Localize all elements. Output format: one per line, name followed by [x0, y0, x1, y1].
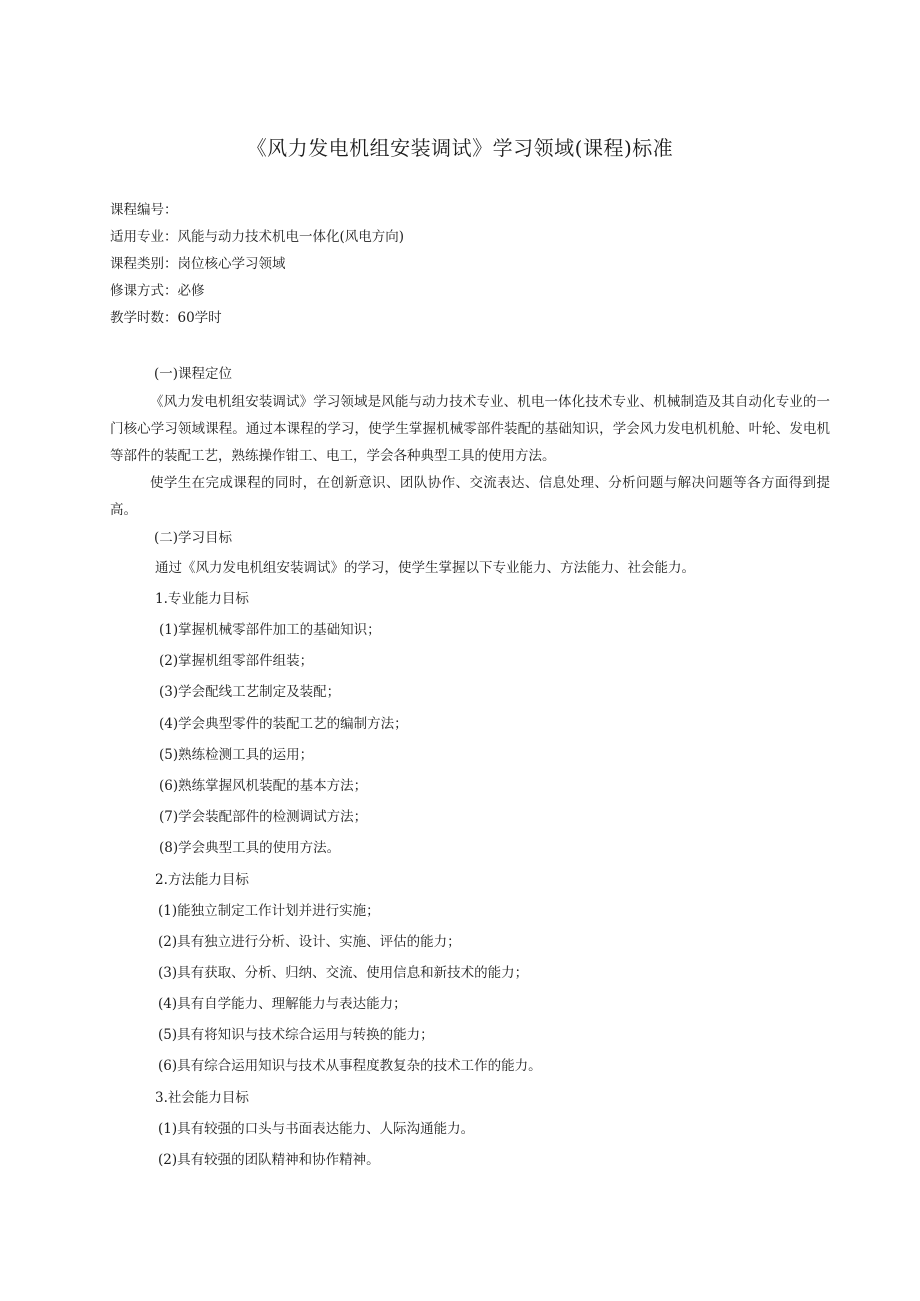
course-category: 课程类别：岗位核心学习领域: [110, 256, 286, 272]
group-title-method: 2.方法能力目标: [155, 871, 249, 888]
list-item: (6)熟练掌握风机装配的基本方法；: [159, 777, 368, 794]
list-item: (1)具有较强的口头与书面表达能力、人际沟通能力。: [158, 1120, 475, 1137]
list-item: (8)学会典型工具的使用方法。: [159, 840, 341, 857]
applicable-major: 适用专业：风能与动力技术机电一体化(风电方向): [110, 229, 405, 245]
teaching-hours: 教学时数：60学时: [110, 310, 222, 326]
list-item: (1)能独立制定工作计划并进行实施；: [158, 902, 380, 919]
list-item: (4)具有自学能力、理解能力与表达能力；: [158, 996, 407, 1013]
course-meta: [110, 197, 404, 332]
course-code: 课程编号：: [110, 202, 178, 218]
paragraph-course-outcome: 使学生在完成课程的同时，在创新意识、团队协作、交流表达、信息处理、分析问题与解决问题等各方面得到提高。: [110, 475, 830, 518]
list-item: (2)掌握机组零部件组装；: [159, 653, 314, 670]
group-title-social: 3.社会能力目标: [155, 1089, 249, 1106]
list-item: (3)学会配线工艺制定及装配；: [159, 684, 341, 701]
document-title: 《风力发电机组安装调试》学习领域(课程)标准: [246, 136, 674, 160]
section-heading-objectives: (二)学习目标: [154, 530, 233, 546]
group-title-professional: 1.专业能力目标: [155, 591, 249, 607]
list-item: (2)具有独立进行分析、设计、实施、评估的能力；: [158, 933, 461, 950]
list-item: (3)具有获取、分析、归纳、交流、使用信息和新技术的能力；: [158, 964, 529, 981]
study-mode: 修课方式：必修: [110, 283, 205, 299]
document-body: [110, 360, 830, 1176]
list-item: (4)学会典型零件的装配工艺的编制方法；: [159, 715, 408, 732]
list-item: (7)学会装配部件的检测调试方法；: [159, 809, 368, 826]
list-item: (5)具有将知识与技术综合运用与转换的能力；: [158, 1027, 434, 1044]
section-heading-positioning: (一)课程定位: [154, 366, 233, 382]
list-item: (6)具有综合运用知识与技术从事程度教复杂的技术工作的能力。: [158, 1058, 542, 1075]
paragraph-course-positioning: 《风力发电机组安装调试》学习领域是风能与动力技术专业、机电一体化技术专业、机械制造及其自动化专业的一门核心学习领域课程。通过本课程的学习，使学生掌握机械零部件装配的基础知识，学会风力发电机机舱、叶轮、发电机等部件的装配工艺，熟练操作钳工、电工，学会各种典型工具的使用方法。: [110, 394, 830, 464]
list-item: (1)掌握机械零部件加工的基础知识；: [159, 622, 381, 638]
list-item: (5)熟练检测工具的运用；: [159, 746, 314, 763]
list-item: (2)具有较强的团队精神和协作精神。: [158, 1151, 380, 1168]
objectives-intro: 通过《风力发电机组安装调试》的学习，使学生掌握以下专业能力、方法能力、社会能力。: [155, 560, 695, 576]
